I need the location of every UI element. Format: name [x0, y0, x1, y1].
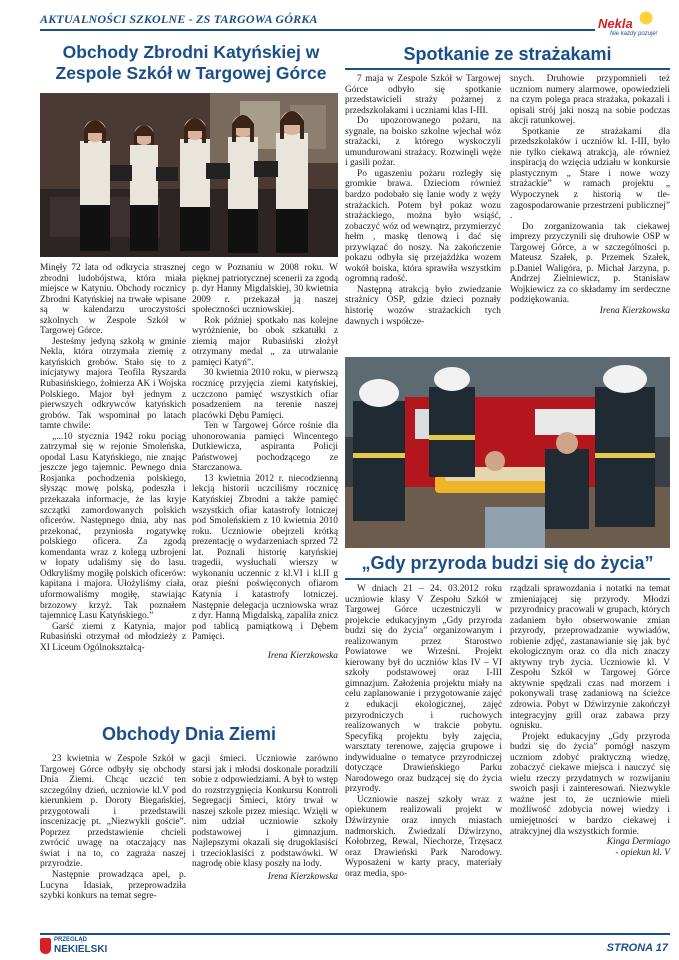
article-katyn-title: Obchody Zbrodni Katyńskiej w Zespole Szkół w Targowej Górce — [55, 42, 327, 83]
paragraph: Następną atrakcją było zwiedzanie strażnicy OSP, gdzie dzieci poznały historię wozów strażackich tych dawnych i współcze- — [345, 284, 501, 327]
logo-tagline: Nie każdy pozuje! — [610, 31, 658, 37]
article-katyn-col2 — [192, 263, 338, 661]
author-signature: Irena Kierzkowska — [599, 306, 670, 317]
photo-firefighters — [345, 357, 670, 548]
paragraph: W dniach 21 – 24. 03.2012 roku uczniowie klasy V Zespołu Szkół w Targowej Górce uczestniczyli w projekcie edukacyjnym „Gdy przyroda budzi się do życia” organizowanym i realizowanym przez Starostwo Powiatowe we Wrześni. Projekt kierowany był do uczniów klas IV – VI szkoły podstawowej oraz I-III gimnazjum. Założenia projektu miały na celu zaplanowanie i przygotowanie zajęć z edukacji ekologicznej, zajęć przyrodniczych i ruchowych realizowanych w trakcie pobytu. Specyfiką projektu były zajęcia, warsztaty terenowe, zajęcia grupowe i indywidualne o tematyce przyrodniczej dotyczące Drawieńskiego Parku Narodowego oraz budzącej się do życia przyrody. — [345, 584, 502, 795]
article-firefighters-col2 — [510, 74, 670, 317]
logo-line1: PRZEGLĄD — [54, 937, 87, 943]
paragraph: Następnie prowadząca apel, p. Lucyna Idasiak, przeprowadziła szybki konkurs na temat segre- — [40, 870, 186, 902]
paragraph: 23 kwietnia w Zespole Szkół w Targowej Górce odbyły się obchody Dnia Ziemi. Chcąc uczcić ten szczególny dzień, uczniowie kl.V pod kierunkiem p. Doroty Biegańskiej, przygotowali i przedstawili inscenizację pt. „Niezwykli goście”. Poprzez przedstawienie chcieli zwrócić uwagę na otaczający nas świat i na to, co zagraża naszej przyrodzie. — [40, 754, 186, 870]
paragraph: 30 kwietnia 2010 roku, w pierwszą rocznicę przyjęcia ziemi katyńskiej, uczczono pamięć wszystkich ofiar posadzeniem na terenie naszej placówki Dębu Pamięci. — [192, 368, 338, 421]
paragraph: Do upozorowanego pożaru, na sygnale, na boisko szkolne wjechał wóz strażacki, z którego wyskoczyli umundurowani strażacy. Rozwinęli węże i gasili pożar. — [345, 116, 501, 169]
crest-icon — [40, 938, 51, 954]
paragraph: Minęły 72 lata od odkrycia strasznej zbrodni ludobójstwa, która miała miejsce w Katyniu. Obchody rocznicy Zbrodni Katyńskiej na trwałe wpisane są w kalendarzu uroczystości szkolnych w Zespole Szkół w Targowej Górce. — [40, 263, 186, 337]
paragraph: 7 maja w Zespole Szkół w Targowej Górce odbyło się spotkanie przedstawicieli straży pożarnej z przedszkolakami i uczniami klas I-III. — [345, 74, 501, 116]
footer-rule — [40, 933, 670, 935]
nekla-logo — [598, 10, 668, 40]
paragraph: Spotkanie ze strażakami dla przedszkolaków i uczniów kl. I-III, było nie tylko ciekawą atrakcją, ale również inspiracją do wzięcia udziału w konkursie plastycznym „ Stare i nowe wozy strażackie” w ramach projektu „ Wypoczynek z historią w tle-zagospodarowanie przestrzeni publicznej” . — [510, 126, 670, 222]
sun-icon — [636, 8, 656, 28]
firefighters-illustration — [345, 357, 670, 548]
paragraph: Rok później spotkało nas kolejne wyróżnienie, bo obok szkatułki z ziemią major Rubasiński złożył otrzymany medal „ za utrwalanie pamięci Katyń”. — [192, 315, 338, 368]
paragraph: Ten w Targowej Górce rośnie dla uhonorowania pamięci Wincentego Dutkiewicza, aspiranta Policji Państwowej pochodzącego ze Starczanowa. — [192, 421, 338, 474]
paragraph: Garść ziemi z Katynia, major Rubasiński otrzymał od młodzieży z XI Liceum Ogólnokształcą- — [40, 621, 186, 653]
paragraph: rządzali sprawozdania i notatki na temat zmieniającej się przyrody. Młodzi przyrodnicy pracowali w grupach, których zadaniem było obserwowanie zmian przyrody, przeprowadzanie wywiadów, robienie zdjęć, zastanawianie się jak być ekologicznym oraz co dla nich znaczy aktywny tryb życia. Uczniowie kl. V Zespołu Szkół w Targowej Górce aktywnie spędzali czas nad morzem i pokonywali trasę zadaniową na ścieżce zdrowia. Pobyt w Dźwirzynie zakończył integracyjny grill oraz zabawa przy ognisku. — [510, 584, 670, 732]
paragraph: Po ugaszeniu pożaru rozległy się gromkie brawa. Dzieciom również bardzo podobało się lanie wody z węży strażackich. Potem był pokaz wozu strażackiego, można było wsiąść, zobaczyć wóz od wewnątrz, przymierzyć hełm , maskę tlenową i dać się przywiązać do noszy. Na zakończenie pokazu odbyła się przejażdżka wozem wokół boiska, która sprawiła wszystkim ogromną radość. — [345, 168, 501, 285]
author-signature: Kinga Dermiago — [606, 837, 670, 848]
students-reading-illustration — [40, 93, 338, 257]
paragraph: Projekt edukacyjny „Gdy przyroda budzi się do życia” pomógł naszym uczniom zdobyć praktyczną wiedzę, zobaczyć ciekawe miejsca i nauczyć się wielu rzeczy przydatnych w rozwijaniu swoich pasji i zainteresowań. Niezwykle ważne jest to, że uczniowie mieli możliwość zdobycia nowej wiedzy i umiejętności w bardzo ciekawej i atrakcyjnej dla wszystkich formie. — [510, 731, 670, 837]
author-signature: Irena Kierzkowska — [267, 650, 338, 661]
paragraph: cego w Poznaniu w 2008 roku. W pięknej patriotycznej scenerii za zgodą p. dyr Hanny Migdalskiej, 30 kwietnia 2009 r. przekazał ją naszej społeczności uczniowskiej. — [192, 263, 338, 316]
title-rule — [345, 68, 670, 70]
article-katyn-col1 — [40, 263, 186, 653]
logo-line2: NEKIELSKI — [54, 944, 108, 955]
section-header: AKTUALNOŚCI SZKOLNE - ZS TARGOWA GÓRKA — [40, 12, 318, 26]
title-rule — [345, 578, 670, 580]
paragraph: gacji śmieci. Uczniowie zarówno starsi jak i młodsi doskonale poradzili sobie z odpowiedziami. A był to wstęp do rozstrzygnięcia Konkursu Kontroli Segregacji Śmieci, który trwał w naszej szkole przez miesiąc. Wzięli w nim udział uczniowie szkoły podstawowej i gimnazjum. Najlepszymi okazali się drugoklasiści i trzecioklasiści z podstawówki. W nagrodę obie klasy poszły na lody. — [192, 754, 338, 870]
article-nature-col1 — [345, 584, 502, 879]
paragraph: 13 kwietnia 2012 r. niecodzienną lekcją historii uczciliśmy rocznicę Katyńskiej Zbrodni a także pamięć wszystkich ofiar katastrofy lotniczej pod Smoleńskiem z 10 kwietnia 2010 roku. Uczniowie obejrzeli krótką prezentację o wydarzeniach sprzed 72 lat. Poznali historię katyńskiej tragedii, wysłuchali wierszy w wykonaniu uczennic z kl.VI i kl.II g oraz pieśni poświęconych ofiarom Katynia i katastrofy lotniczej. Następnie delegacja uczniowska wraz z dyr. Hanną Migdalską, zapaliła znicz pod tablicą pamiątkową i Dębem Pamięci. — [192, 473, 338, 643]
page-number: STRONA 17 — [606, 942, 668, 954]
author-role: - opiekun kl. V — [615, 847, 670, 858]
article-nature-title: „Gdy przyroda budzi się do życia” — [361, 553, 654, 573]
article-firefighters-title: Spotkanie ze strażakami — [403, 44, 612, 64]
photo-katyn-ceremony — [40, 93, 338, 257]
article-earth-day-col2 — [192, 754, 338, 883]
quote-paragraph: „...10 stycznia 1942 roku pociąg zatrzymał się w rejonie Smoleńska, opodal Lasu Katyńskiego, nie znając jeszcze jego tajemnic. Pewnego dnia Rosjanka pochodzenia polskiego, słysząc mowę polską, podeszła i przekazała informacje, że las kryje szczątki zamordowanych polskich oficerów. Następnego dnia, aby nas przekonać, przyniosła rogatywkę polskiego oficera. Za zgodą komendanta wraz z kolegą uzbrojeni w łopaty udaliśmy się do lasu. Odkryliśmy mogiłę polskich oficerów: kapitana i majora. Ułożyliśmy ciała, uformowaliśmy mogiłę, stawiając brzozowy krzyż. Tak poznałem tajemnicę Lasu Katyńskiego.” — [40, 431, 186, 622]
paragraph: snych. Druhowie przypomnieli też uczniom numery alarmowe, opowiedzieli na czym polega praca strażaka, pokazali i opisali strój jaki noszą na sobie podczas akcji ratunkowej. — [510, 74, 670, 127]
paragraph: Do zorganizowania tak ciekawej imprezy przyczynili się druhowie OSP w Targowej Górce, a w szczególności p. Mateusz Szałek, p. Przemek Szałek, p.Daniel Waligóra, p. Michał Jarzyna, p. Andrzej Zielniewicz, p. Stanisław Wojkiewicz za co składamy im serdeczne podziękowania. — [510, 221, 670, 306]
article-nature-col2 — [510, 584, 670, 858]
author-signature: Irena Kierzkowska — [267, 872, 338, 883]
przeglad-nekielski-logo — [40, 937, 108, 957]
paragraph: Uczniowie naszej szkoły wraz z opiekunem realizowali projekt w Dźwirzynie oraz innych miastach nadmorskich. Zwiedzali Dźwirzyno, Kołobrzeg, Rewal, Niechorze, Trzęsacz oraz Drawieński Park Narodowy. Wyposażeni w karty pracy, materiały oraz media, spo- — [345, 794, 502, 879]
article-earth-day-col1 — [40, 754, 186, 902]
article-earth-day-title: Obchody Dnia Ziemi — [101, 724, 277, 744]
logo-name: Nekla — [598, 16, 633, 31]
paragraph: Jesteśmy jedyną szkołą w gminie Nekla, która otrzymała ziemię z katyńskich grobów. Stało się to z inicjatywy majora Teofila Ryszarda Rubasińskiego, żołnierza AK i Wojska Polskiego. Major był jednym z pierwszych odkrywców katyńskich grobów. Tak wspominał po latach tamte chwile: — [40, 336, 186, 432]
header-rule — [40, 29, 595, 31]
article-firefighters-col1 — [345, 74, 501, 327]
